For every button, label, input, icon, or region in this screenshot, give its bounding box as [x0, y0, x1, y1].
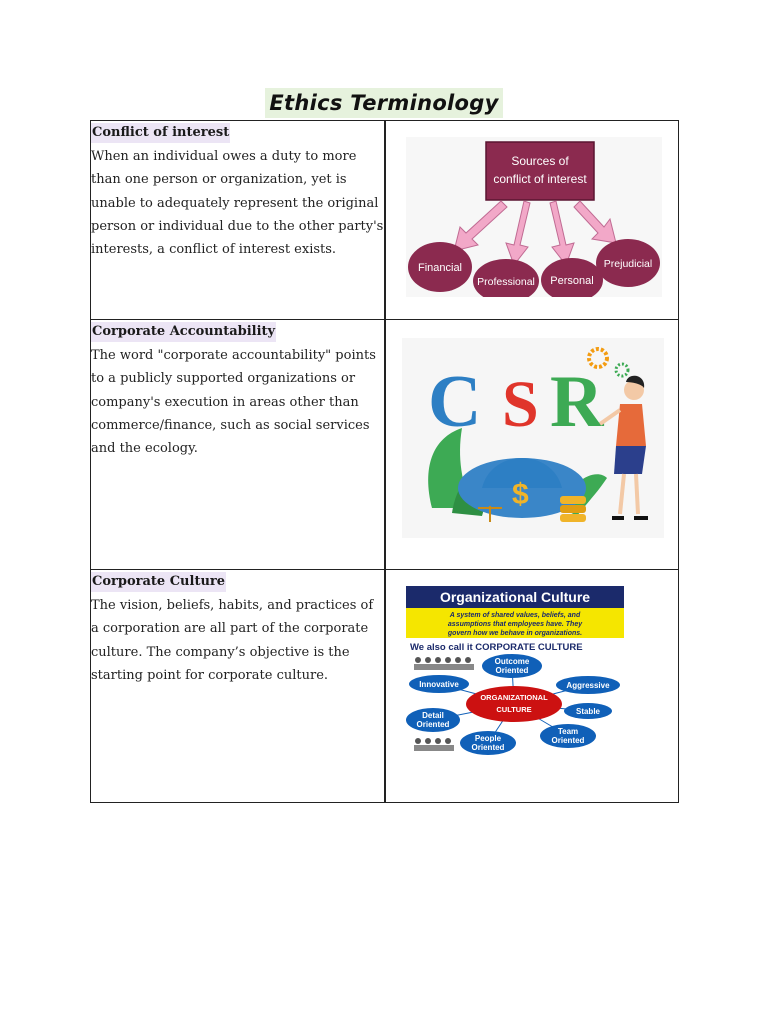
bubble-outcome-line2: Oriented: [495, 666, 529, 675]
term-definition: When an individual owes a duty to more than one person or organization, yet is unable to adequately represent the original person or individual due to the other party's interests, a conflict of interest exists.: [91, 149, 384, 258]
sources-box-line1: Sources of: [511, 154, 569, 168]
term-title: Corporate Culture: [91, 572, 226, 592]
bubble-detail-line1: Detail: [422, 711, 444, 720]
bubble-team-line2: Oriented: [551, 736, 585, 745]
oval-professional-label: Professional: [477, 276, 535, 288]
oval-personal-label: Personal: [550, 275, 594, 287]
sources-box-line2: conflict of interest: [493, 172, 587, 186]
image-cell: [385, 570, 679, 803]
bubble-innovative-label: Innovative: [419, 680, 459, 689]
term-definition: The word "corporate accountability" points to a publicly supported organizations or company's execution in areas other than commerce/finance, such as social services and the ecology.: [91, 348, 376, 457]
culture-center-line1: ORGANIZATIONAL: [480, 693, 548, 702]
bubble-detail-line2: Oriented: [416, 720, 450, 729]
culture-banner-line2: assumptions that employees have. They: [447, 621, 583, 628]
person-top: [616, 404, 646, 446]
coin-3: [560, 514, 586, 522]
page-title: Ethics Terminology: [265, 88, 502, 118]
bubble-people-line1: People: [474, 734, 502, 743]
culture-banner-line3: govern how we behave in organizations.: [447, 630, 583, 637]
conflict-sources-diagram: [406, 137, 662, 297]
csr-illustration: [402, 338, 664, 538]
term-title: Conflict of interest: [91, 123, 230, 143]
term-cell: [91, 320, 386, 570]
term-cell: [91, 121, 386, 320]
bubble-people-line2: Oriented: [471, 743, 505, 752]
csr-letter-s: S: [502, 368, 539, 441]
terms-table: [90, 120, 679, 803]
culture-header: Organizational Culture: [439, 589, 591, 605]
bubble-stable-label: Stable: [575, 707, 601, 716]
csr-letter-r: R: [550, 361, 604, 443]
term-cell: [91, 570, 386, 803]
bubble-team-line1: Team: [557, 727, 579, 736]
image-cell: [385, 320, 679, 570]
coin-2: [560, 505, 586, 513]
coin-1: [560, 496, 586, 504]
culture-center-line2: CULTURE: [496, 705, 532, 714]
table-row: [91, 320, 679, 570]
person-shoe-left: [612, 516, 624, 520]
organizational-culture-diagram: [406, 586, 628, 760]
term-title: Corporate Accountability: [91, 322, 276, 342]
person-leg-right: [636, 474, 638, 514]
table-row: [91, 121, 679, 320]
csr-letter-c: C: [428, 361, 482, 443]
sources-box: [486, 142, 594, 200]
culture-subheader: We also call it CORPORATE CULTURE: [410, 642, 583, 653]
term-definition: The vision, beliefs, habits, and practices of a corporation are all part of the corporate culture. The company’s objective is the starting point for corporate culture.: [91, 598, 374, 683]
bubble-outcome-line1: Outcome: [494, 657, 530, 666]
oval-prejudicial-label: Prejudicial: [603, 258, 653, 270]
culture-banner-line1: A system of shared values, beliefs, and: [449, 612, 581, 619]
title-wrap: [0, 88, 768, 118]
image-cell: [385, 121, 679, 320]
culture-center-oval: [466, 686, 562, 722]
bubble-aggressive-label: Aggressive: [566, 681, 610, 690]
oval-financial-label: Financial: [417, 262, 463, 274]
dollar-symbol: $: [512, 478, 529, 511]
person-shoe-right: [634, 516, 648, 520]
table-row: [91, 570, 679, 803]
person-skirt: [614, 446, 646, 474]
